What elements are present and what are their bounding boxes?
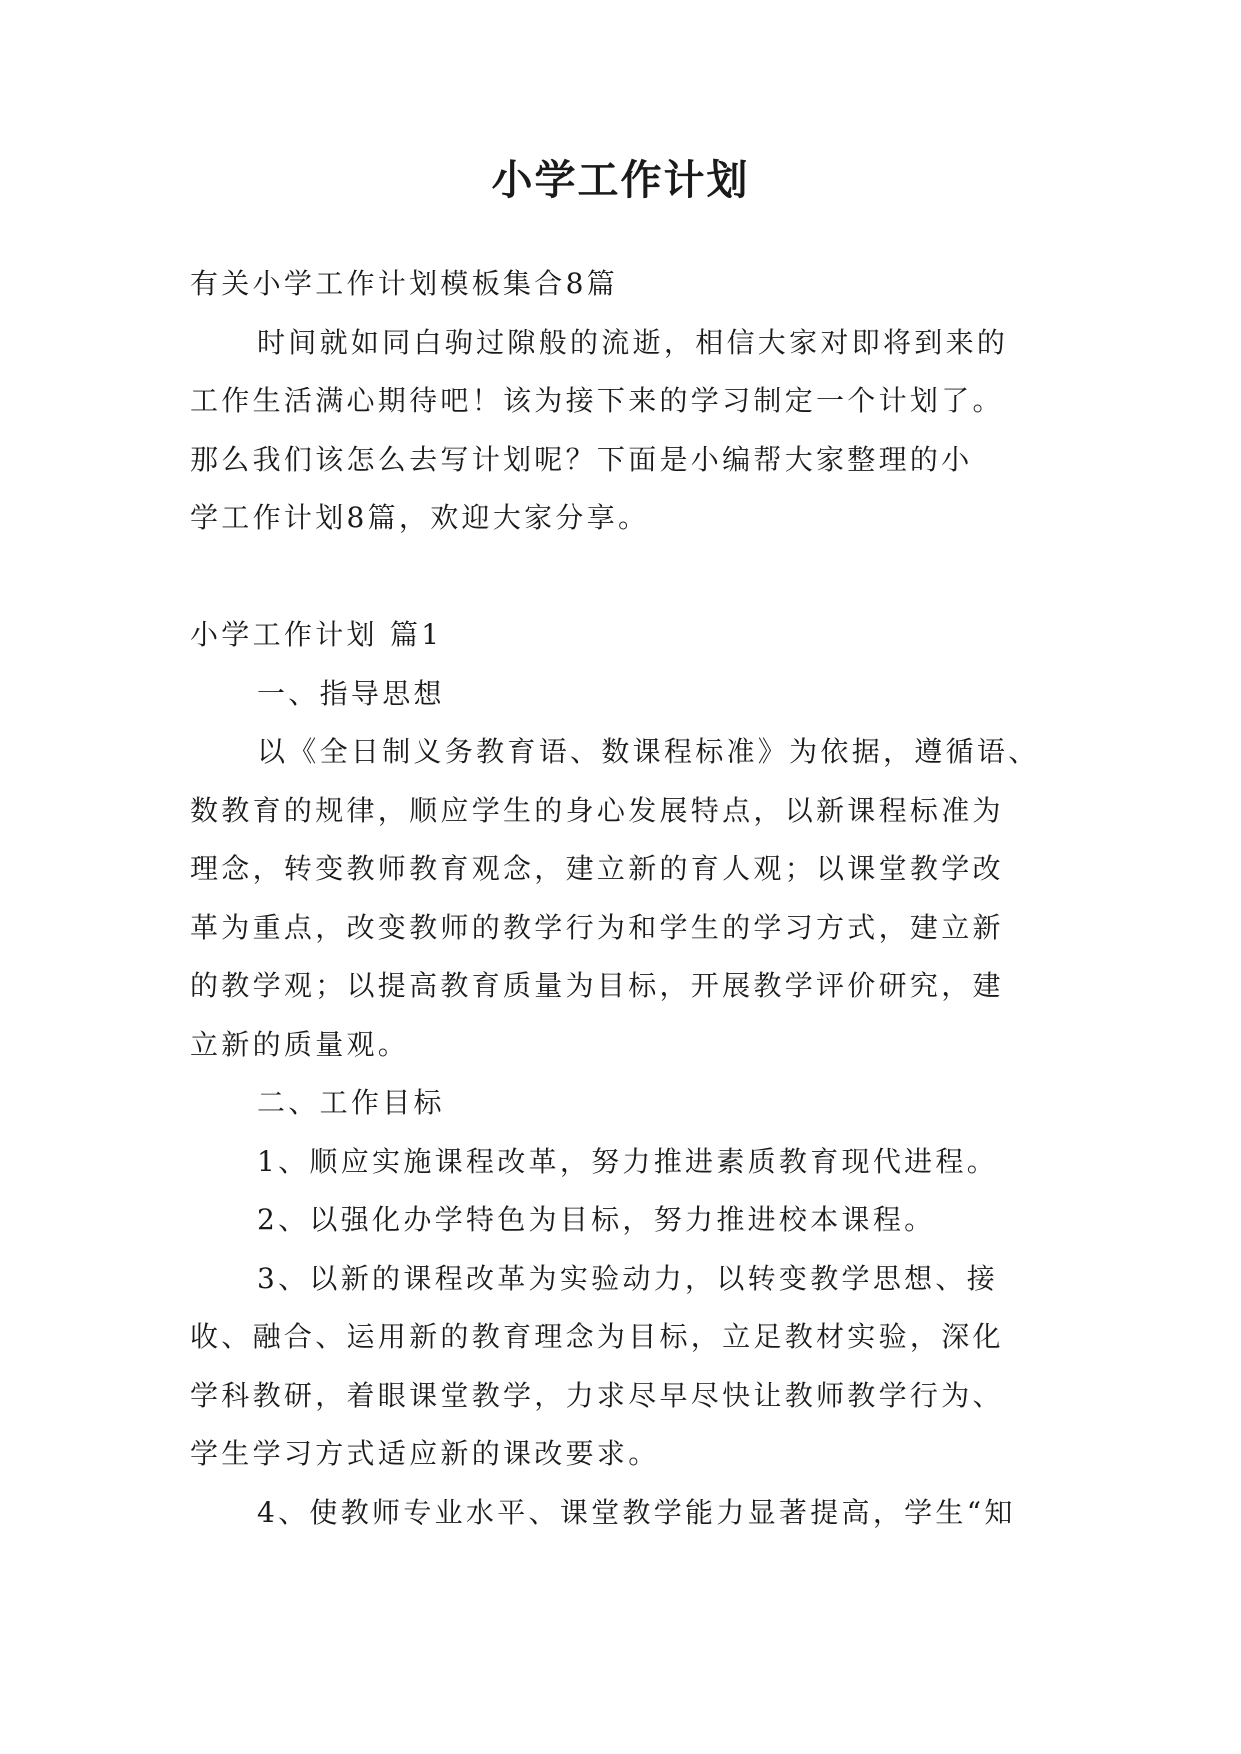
- subsection-heading: 二、工作目标: [257, 1086, 445, 1119]
- intro-heading: 有关小学工作计划模板集合8篇: [190, 267, 619, 300]
- paragraph-line: 那么我们该怎么去写计划呢？下面是小编帮大家整理的小: [190, 442, 973, 476]
- document-body: [190, 255, 1070, 1542]
- document-title: 小学工作计划: [491, 156, 750, 204]
- section-heading: 小学工作计划 篇1: [190, 618, 443, 651]
- list-item: 2、以强化办学特色为目标，努力推进校本课程。: [257, 1203, 936, 1236]
- subsection-heading: 一、指导思想: [257, 676, 445, 710]
- list-item: 4、使教师专业水平、课堂教学能力显著提高，学生“知: [257, 1495, 1016, 1529]
- paragraph-line: 收、融合、运用新的教育理念为目标，立足教材实验，深化: [190, 1320, 1004, 1353]
- paragraph-line: 革为重点，改变教师的教学行为和学生的学习方式，建立新: [190, 910, 1004, 944]
- paragraph-line: 立新的质量观。: [190, 1027, 410, 1061]
- paragraph-line: 时间就如同白驹过隙般的流逝，相信大家对即将到来的: [257, 325, 1009, 359]
- paragraph-line: 学生学习方式适应新的课改要求。: [190, 1437, 660, 1470]
- paragraph-gap: [190, 548, 1070, 607]
- paragraph-line: 理念，转变教师教育观念，建立新的育人观；以课堂教学改: [190, 852, 1004, 885]
- paragraph-line: 学科教研，着眼课堂教学，力求尽早尽快让教师教学行为、: [190, 1378, 1004, 1412]
- paragraph-line: 学工作计划8篇，欢迎大家分享。: [190, 501, 650, 534]
- paragraph-line: 工作生活满心期待吧！该为接下来的学习制定一个计划了。: [190, 384, 1004, 417]
- paragraph-line: 数教育的规律，顺应学生的身心发展特点，以新课程标准为: [190, 793, 1004, 827]
- list-item: 1、顺应实施课程改革，努力推进素质教育现代进程。: [257, 1144, 999, 1178]
- list-item: 3、以新的课程改革为实验动力，以转变教学思想、接: [257, 1261, 999, 1295]
- paragraph-line: 以《全日制义务教育语、数课程标准》为依据，遵循语、: [257, 735, 1040, 768]
- paragraph-line: 的教学观；以提高教育质量为目标，开展教学评价研究，建: [190, 969, 1004, 1002]
